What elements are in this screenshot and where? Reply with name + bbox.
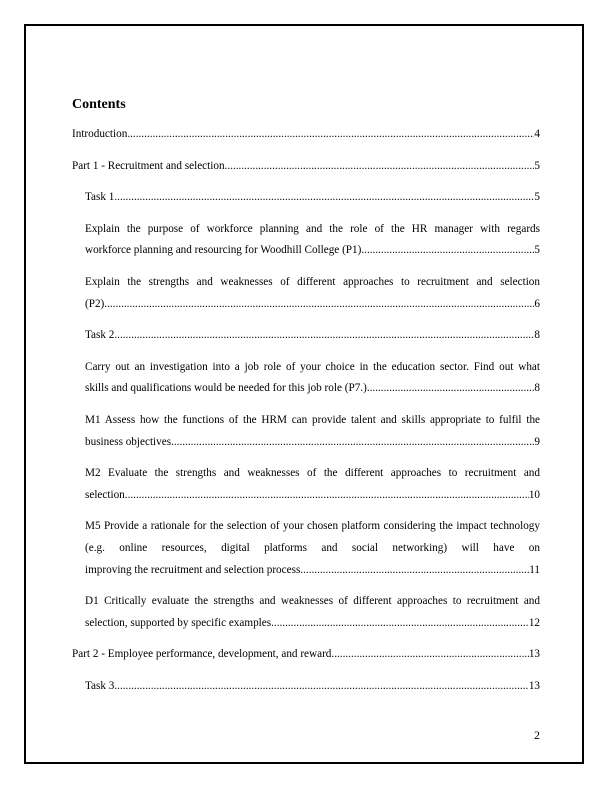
toc-entry[interactable]: [72, 463, 540, 506]
toc-entry[interactable]: [72, 272, 540, 315]
dot-leader: [300, 560, 529, 582]
page-number: 2: [534, 728, 540, 742]
toc-entry-title: Part 1 - Recruitment and selection: [72, 159, 225, 172]
toc-page-number: 5: [534, 191, 540, 204]
toc-page-number: 5: [534, 159, 540, 172]
dot-leader: [361, 240, 534, 262]
toc-entry-text: D1 Critically evaluate the strengths and weaknesses of different approaches to recruitment and: [85, 595, 540, 608]
toc-page-number: 13: [528, 648, 540, 661]
toc-page-number: 13: [528, 679, 540, 692]
toc-page-number: 10: [528, 488, 540, 501]
toc-entry-title: Part 2 - Employee performance, development, and reward: [72, 648, 332, 661]
toc-entry-title: workforce planning and resourcing for Woodhill College (P1): [85, 244, 362, 257]
toc-entry-title: skills and qualifications would be needed for this job role (P7.): [85, 382, 367, 395]
dot-leader: [114, 676, 528, 698]
toc-page-number: 6: [534, 297, 540, 310]
toc-entry[interactable]: [72, 644, 540, 666]
toc-entry-text: M2 Evaluate the strengths and weaknesses of the different approaches to recruitment and: [85, 467, 540, 480]
toc-entry[interactable]: [72, 187, 540, 209]
toc-entry[interactable]: [72, 591, 540, 634]
toc-entry[interactable]: [72, 410, 540, 453]
toc-entry[interactable]: [72, 156, 540, 178]
toc-entry-text: M5 Provide a rationale for the selection of your chosen platform considering the impact technology (e.g. online resources, digital platforms and social networking) will have on: [85, 520, 540, 554]
toc-page-number: 4: [534, 128, 540, 140]
toc-entry-title: business objectives: [85, 435, 172, 448]
toc-entry-title: improving the recruitment and selection process: [85, 563, 301, 576]
table-of-contents: [72, 96, 540, 707]
toc-entry-title: selection: [85, 488, 125, 501]
toc-heading: Contents: [72, 97, 126, 112]
dot-leader: [125, 485, 529, 507]
dot-leader: [367, 378, 535, 400]
dot-leader: [114, 187, 534, 209]
toc-entry-text: Carry out an investigation into a job role of your choice in the education sector. Find out what: [85, 360, 540, 373]
toc-page-number: 12: [528, 616, 540, 629]
dot-leader: [225, 156, 535, 178]
toc-entry-title: Task 3: [85, 679, 115, 692]
toc-page-number: 5: [534, 244, 540, 257]
toc-entry-text: Explain the strengths and weaknesses of different approaches to recruitment and selection: [85, 275, 540, 288]
toc-entry-title: Task 2: [85, 329, 115, 342]
toc-list: [72, 124, 540, 697]
toc-entry[interactable]: [72, 325, 540, 347]
toc-page-number: 11: [529, 563, 540, 576]
toc-page-number: 8: [534, 329, 540, 342]
dot-leader: [271, 613, 529, 635]
toc-page-number: 8: [534, 382, 540, 395]
toc-entry[interactable]: [72, 357, 540, 400]
toc-entry-title: (P2): [85, 297, 105, 310]
dot-leader: [104, 294, 534, 316]
toc-entry-title: Task 1: [85, 191, 115, 204]
toc-entry[interactable]: [72, 124, 540, 146]
toc-page-number: 9: [534, 435, 540, 448]
toc-entry[interactable]: [72, 676, 540, 698]
toc-entry[interactable]: [72, 516, 540, 581]
dot-leader: [171, 432, 534, 454]
dot-leader: [331, 644, 528, 666]
toc-entry-text: M1 Assess how the functions of the HRM can provide talent and skills appropriate to fulfil the: [85, 413, 540, 426]
toc-entry-title: selection, supported by specific examples: [85, 616, 272, 629]
dot-leader: [114, 325, 534, 347]
toc-entry-title: Introduction: [72, 128, 128, 140]
toc-entry-text: Explain the purpose of workforce planning and the role of the HR manager with regards: [85, 222, 540, 235]
toc-entry[interactable]: [72, 219, 540, 262]
dot-leader: [127, 124, 534, 146]
